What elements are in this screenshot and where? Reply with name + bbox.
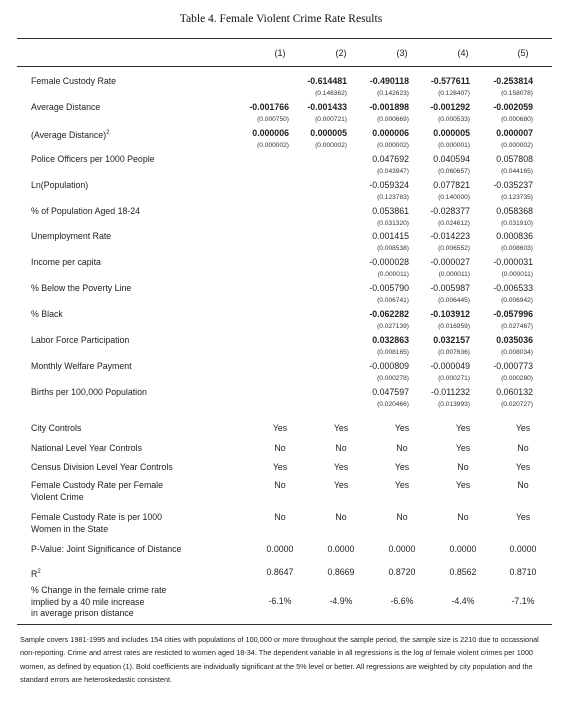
standard-error: (0.000011) — [438, 271, 470, 279]
control-label-text: Female Custody Rate is per 1000 — [31, 512, 163, 522]
control-value: Yes — [394, 423, 410, 433]
control-label-text: Violent Crime — [31, 491, 84, 502]
standard-error: (0.027467) — [501, 323, 533, 331]
variable-label — [31, 128, 109, 141]
control-label-text: Women in the State — [31, 523, 109, 534]
standard-error: (0.000011) — [377, 271, 409, 279]
control-label-line — [31, 608, 166, 620]
control-value: No — [396, 443, 408, 453]
coefficient-value: -0.014223 — [430, 231, 470, 242]
standard-error: (0.000002) — [377, 141, 409, 149]
coefficient-value: -0.059324 — [369, 179, 409, 190]
bottom-rule — [17, 624, 552, 625]
variable-label-text: % Black — [31, 309, 63, 320]
control-value: -4.4% — [451, 596, 475, 606]
standard-error: (0.027139) — [377, 323, 409, 331]
control-value: No — [457, 512, 469, 522]
coefficient-value: -0.002059 — [493, 101, 533, 112]
standard-error: (0.013993) — [438, 400, 470, 408]
control-value: Yes — [394, 462, 410, 472]
control-label-line — [31, 462, 173, 474]
standard-error: (0.123735) — [501, 193, 533, 201]
standard-error: (0.008603) — [501, 245, 533, 253]
control-label-line — [31, 423, 81, 435]
standard-error: (0.008165) — [377, 349, 409, 356]
coefficient-value: -0.000773 — [493, 360, 533, 371]
column-header: (1) — [274, 48, 286, 58]
standard-error: (0.000278) — [377, 374, 409, 382]
coefficient-value: -0.000049 — [430, 360, 470, 371]
control-value: No — [274, 512, 286, 522]
variable-label-text: Monthly Welfare Payment — [31, 360, 132, 371]
control-value: 0.0000 — [327, 544, 355, 554]
coefficient-value: 0.057808 — [496, 153, 533, 164]
control-value: Yes — [455, 480, 471, 490]
column-header: (4) — [457, 48, 469, 58]
standard-error: (0.007636) — [438, 349, 470, 356]
coefficient-value: 0.077821 — [433, 179, 470, 190]
variable-label — [31, 283, 131, 294]
control-label — [31, 512, 162, 535]
standard-error: (0.060657) — [438, 167, 470, 175]
control-value: 0.8562 — [449, 567, 477, 577]
control-value: No — [517, 443, 529, 453]
variable-label-text: (Average Distance) — [31, 129, 107, 140]
standard-error: (0.006445) — [438, 297, 470, 305]
control-value: Yes — [333, 462, 349, 472]
standard-error: (0.016959) — [438, 323, 470, 331]
control-label — [31, 480, 163, 503]
variable-label — [31, 206, 140, 217]
standard-error: (0.140000) — [438, 193, 470, 201]
control-value: Yes — [455, 443, 471, 453]
control-label — [31, 462, 173, 474]
control-label-line — [31, 443, 142, 455]
control-label — [31, 423, 81, 435]
coefficient-value: 0.000006 — [252, 127, 289, 138]
standard-error: (0.000721) — [315, 115, 347, 123]
standard-error: (0.043947) — [377, 167, 409, 175]
control-label-line — [31, 567, 41, 580]
coefficient-value: -0.001766 — [249, 101, 289, 112]
coefficient-value: 0.053861 — [372, 205, 409, 216]
control-value: No — [335, 512, 347, 522]
variable-label-text: Ln(Population) — [31, 179, 89, 190]
control-label-line — [31, 524, 162, 536]
coefficient-value: -0.005790 — [369, 283, 409, 294]
standard-error: (0.008034) — [501, 349, 533, 356]
control-label-line — [31, 480, 163, 492]
standard-error: (0.128407) — [438, 90, 470, 97]
column-header: (3) — [396, 48, 408, 58]
variable-label-text: Unemployment Rate — [31, 231, 112, 242]
control-label-line — [31, 512, 162, 524]
standard-error: (0.006552) — [438, 245, 470, 253]
variable-label-text: Income per capita — [31, 257, 101, 268]
control-value: 0.8669 — [327, 567, 355, 577]
control-label-text: implied by a 40 mile increase — [31, 596, 145, 607]
coefficient-value: 0.000005 — [433, 127, 470, 138]
control-value: 0.0000 — [449, 544, 477, 554]
coefficient-value: -0.057996 — [493, 309, 533, 320]
control-value: Yes — [333, 423, 349, 433]
standard-error: (0.146362) — [315, 90, 347, 97]
coefficient-value: -0.000028 — [369, 257, 409, 268]
control-value: No — [517, 480, 529, 490]
variable-label — [31, 76, 116, 87]
control-value: No — [274, 480, 286, 490]
coefficient-value: 0.060132 — [496, 386, 533, 397]
control-value: No — [457, 462, 469, 472]
variable-label — [31, 180, 88, 191]
control-value: 0.0000 — [388, 544, 416, 554]
top-rule — [17, 38, 552, 39]
coefficient-value: -0.011232 — [431, 386, 470, 397]
column-header: (2) — [335, 48, 347, 58]
control-value: No — [274, 443, 286, 453]
column-header-row — [0, 48, 562, 62]
coefficient-value: -0.000809 — [369, 360, 409, 371]
standard-error: (0.142623) — [377, 90, 409, 97]
coefficient-value: -0.062282 — [369, 309, 409, 320]
coefficient-value: 0.035036 — [496, 335, 533, 345]
coefficient-value: 0.047597 — [372, 386, 409, 397]
coefficient-value: 0.047692 — [372, 153, 409, 164]
superscript: 2 — [37, 569, 41, 575]
standard-error: (0.020466) — [377, 400, 409, 408]
standard-error: (0.020727) — [501, 400, 533, 408]
control-label-text: % Change in the female crime rate — [31, 585, 167, 595]
variable-label-text: Average Distance — [31, 101, 101, 112]
variable-label-text: Police Officers per 1000 People — [31, 153, 155, 164]
standard-error: (0.006942) — [501, 297, 533, 305]
variable-label-text: Female Custody Rate — [31, 76, 117, 86]
coefficient-value: -0.028377 — [430, 205, 470, 216]
control-value: Yes — [272, 462, 288, 472]
variable-label-text: Births per 100,000 Population — [31, 386, 147, 397]
control-label-text: R — [31, 568, 38, 579]
standard-error: (0.006741) — [377, 297, 409, 305]
standard-error: (0.000002) — [501, 141, 533, 149]
coefficient-value: 0.000007 — [496, 127, 533, 138]
control-value: 0.0000 — [266, 544, 294, 554]
control-label-line — [31, 544, 181, 556]
control-value: Yes — [515, 512, 531, 522]
control-label-line — [31, 585, 166, 597]
control-value: 0.8647 — [266, 567, 294, 577]
standard-error: (0.000002) — [257, 141, 289, 149]
standard-error: (0.000002) — [315, 141, 347, 149]
coefficient-value: -0.103912 — [430, 309, 470, 320]
standard-error: (0.000271) — [438, 374, 470, 382]
column-header: (5) — [517, 48, 529, 58]
variable-label — [31, 102, 100, 113]
control-label-line — [31, 492, 163, 504]
coefficient-value: -0.577611 — [430, 76, 470, 86]
variable-label — [31, 335, 129, 346]
coefficient-value: -0.006533 — [493, 283, 533, 294]
standard-error: (0.044165) — [501, 167, 533, 175]
standard-error: (0.031910) — [501, 219, 533, 227]
control-label — [31, 567, 41, 580]
variable-label — [31, 309, 63, 320]
control-value: -6.6% — [390, 596, 414, 606]
control-value: Yes — [455, 423, 471, 433]
control-value: 0.8710 — [509, 567, 537, 577]
coefficient-value: 0.001415 — [372, 231, 409, 242]
table-title: Table 4. Female Violent Crime Rate Results — [179, 13, 383, 25]
standard-error: (0.000001) — [438, 141, 470, 149]
standard-error: (0.031320) — [377, 219, 409, 227]
coefficient-value: -0.253814 — [493, 76, 533, 86]
coefficient-value: -0.001898 — [369, 101, 409, 112]
standard-error: (0.008538) — [377, 245, 409, 253]
coefficient-value: -0.000031 — [493, 257, 533, 268]
control-value: -4.9% — [329, 596, 353, 606]
standard-error: (0.158078) — [501, 90, 533, 97]
control-label-text: Census Division Level Year Controls — [31, 462, 173, 472]
coefficient-value: -0.001433 — [307, 101, 347, 112]
control-value: -6.1% — [268, 596, 292, 606]
coefficient-value: -0.001292 — [430, 101, 470, 112]
variable-label — [31, 257, 101, 268]
control-value: Yes — [394, 480, 410, 490]
control-value: 0.8720 — [388, 567, 416, 577]
control-value: -7.1% — [511, 596, 535, 606]
control-label-text: National Level Year Controls — [31, 443, 143, 453]
coefficient-value: -0.000027 — [430, 257, 470, 268]
coefficient-value: 0.040594 — [433, 153, 470, 164]
standard-error: (0.000669) — [377, 115, 409, 123]
variable-label-text: Labor Force Participation — [31, 335, 130, 345]
variable-label — [31, 154, 155, 165]
control-value: 0.0000 — [509, 544, 537, 554]
standard-error: (0.000750) — [257, 115, 289, 123]
table-notes: Sample covers 1981-1995 and includes 154 cities with populations of 100,000 or more throughout the sample period, the sample size is 2210 due to occassional non-reporting. Crime and arrest rates are resticted to women aged 18-34. The dependent variable in all regressions is the log of female violent crimes per 1000 women, as defined by equation (1). Bold coefficients are individually significant at the 5% level or better. All regressions are weighted by city population and the standard errors are heteroskedastic consistent. — [20, 635, 539, 685]
standard-error: (0.000680) — [501, 115, 533, 123]
coefficient-value: -0.035237 — [493, 179, 533, 190]
standard-error: (0.000533) — [438, 115, 470, 123]
variable-label — [31, 387, 147, 398]
header-rule — [17, 66, 552, 67]
coefficient-value: 0.058368 — [496, 205, 533, 216]
control-label — [31, 585, 166, 620]
variable-label-text: % Below the Poverty Line — [31, 283, 132, 294]
control-value: No — [396, 512, 408, 522]
variable-label-text: % of Population Aged 18-24 — [31, 205, 141, 216]
control-label-text: in average prison distance — [31, 608, 134, 618]
standard-error: (0.024612) — [438, 219, 470, 227]
control-label-text: City Controls — [31, 423, 82, 433]
coefficient-value: 0.000005 — [310, 127, 347, 138]
control-label-line — [31, 597, 166, 609]
coefficient-value: -0.490118 — [369, 76, 409, 86]
variable-label — [31, 361, 132, 372]
control-label — [31, 443, 142, 455]
coefficient-value: 0.000006 — [372, 127, 409, 138]
coefficient-value: 0.032157 — [433, 335, 470, 345]
standard-error: (0.000280) — [501, 374, 533, 382]
control-label — [31, 544, 181, 556]
coefficient-value: -0.005987 — [430, 283, 470, 294]
control-label-text: Female Custody Rate per Female — [31, 480, 164, 490]
coefficient-value: 0.000836 — [496, 231, 533, 242]
control-value: Yes — [515, 423, 531, 433]
control-value: Yes — [333, 480, 349, 490]
control-label-text: P-Value: Joint Significance of Distance — [31, 544, 182, 554]
control-value: Yes — [272, 423, 288, 433]
standard-error: (0.000011) — [501, 271, 533, 279]
control-value: Yes — [515, 462, 531, 472]
superscript: 2 — [106, 129, 110, 136]
control-value: No — [335, 443, 347, 453]
variable-label — [31, 231, 111, 242]
coefficient-value: 0.032863 — [372, 335, 409, 345]
standard-error: (0.123783) — [377, 193, 409, 201]
coefficient-value: -0.614481 — [307, 76, 347, 86]
